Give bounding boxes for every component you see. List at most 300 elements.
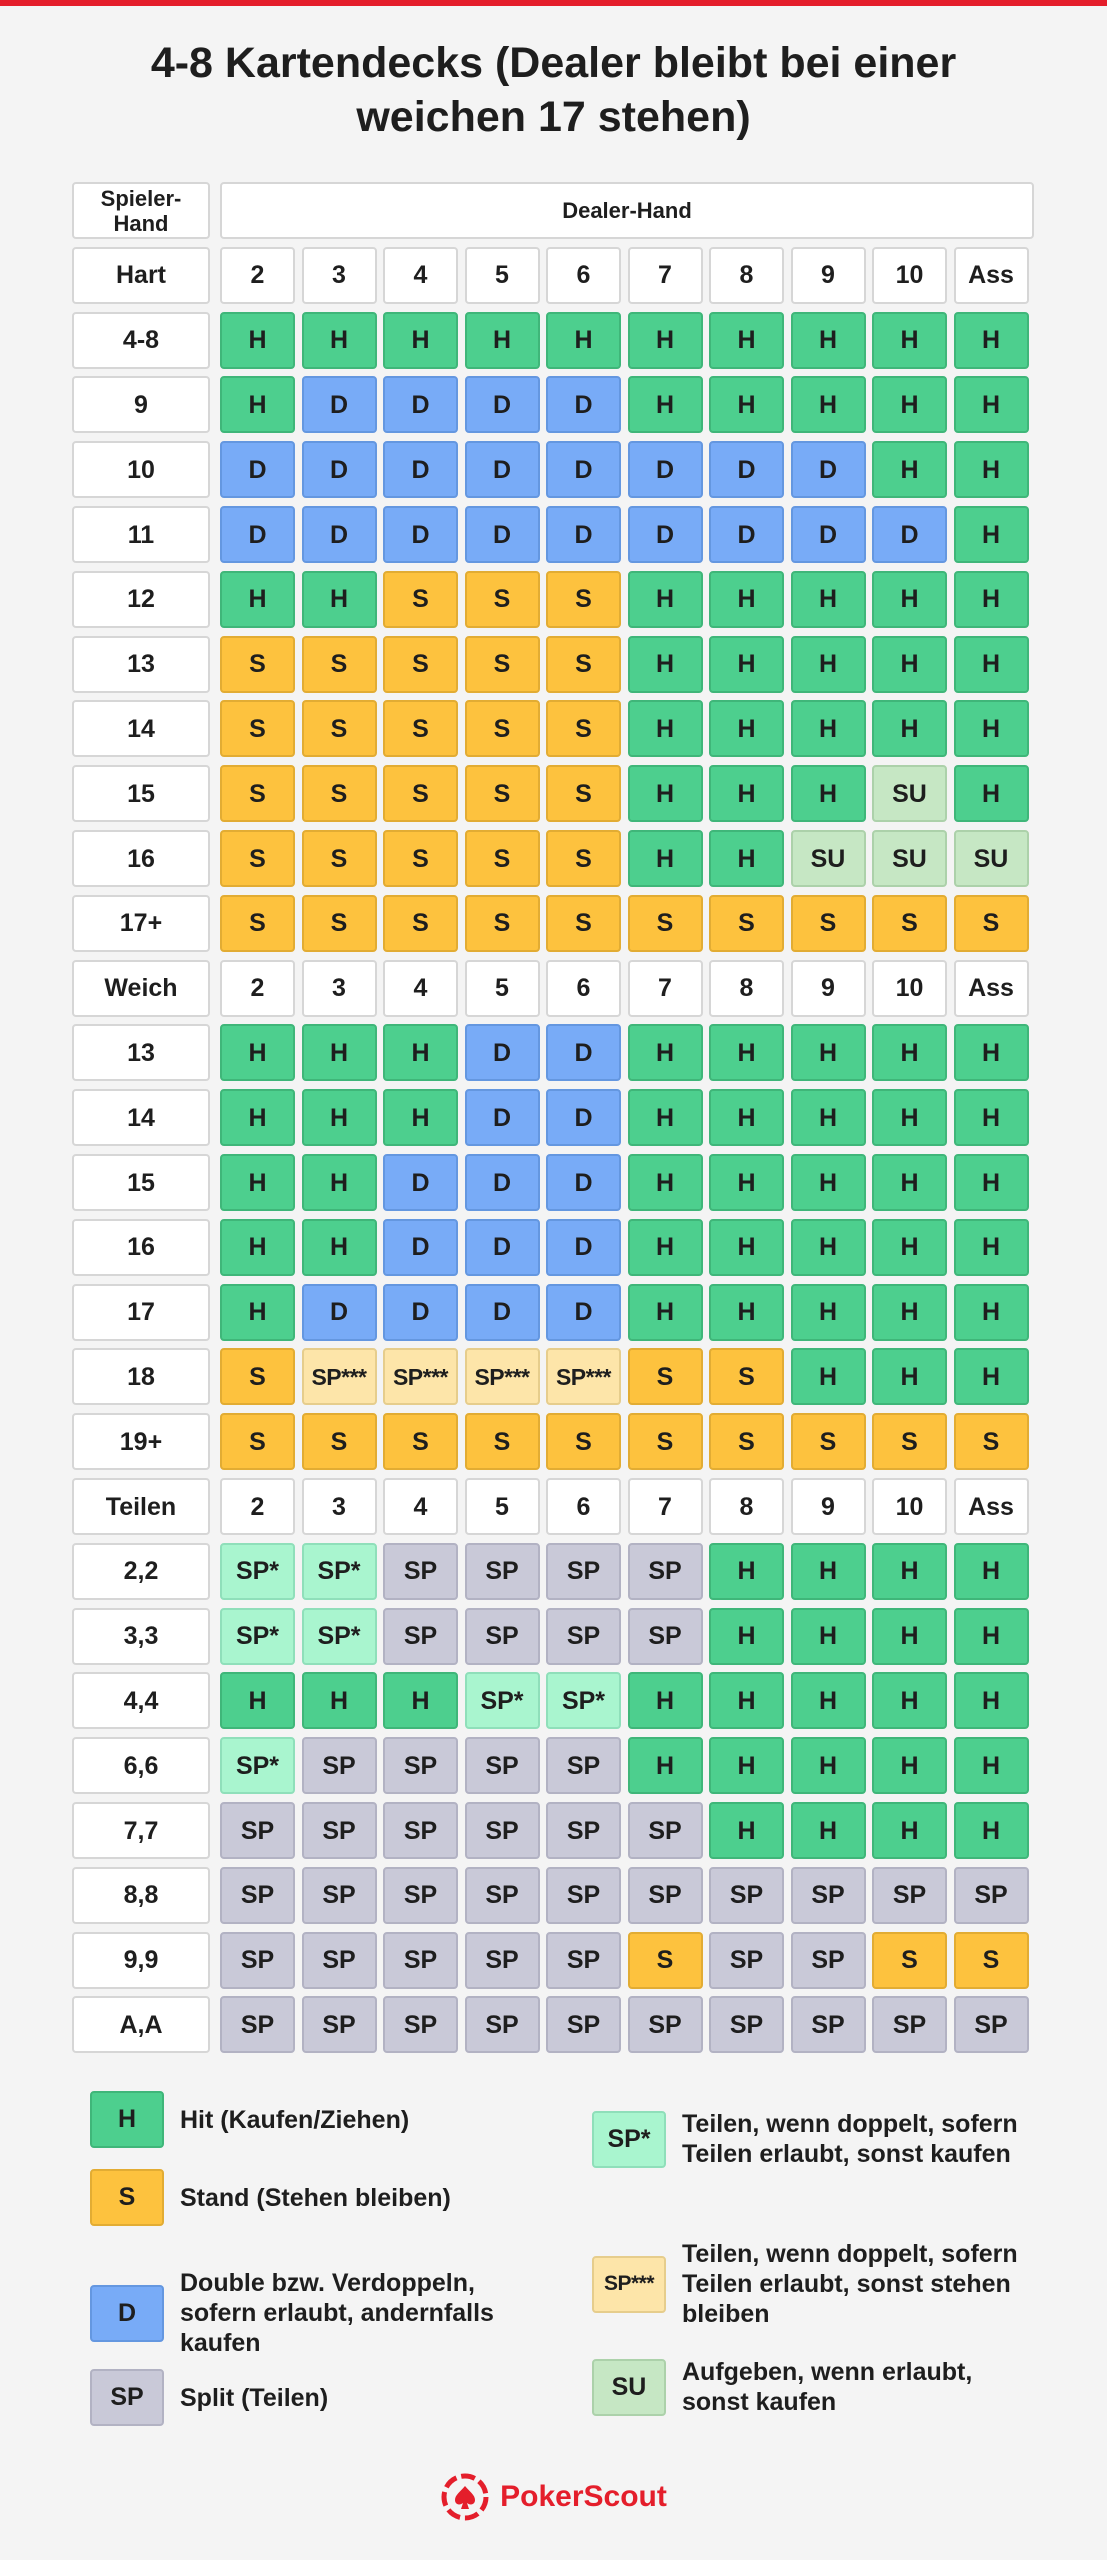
action-cell-h: H — [872, 1024, 947, 1081]
dealer-card-5: 5 — [465, 247, 540, 304]
action-cell-sp: SP — [220, 1802, 295, 1859]
action-cell-sp: SP — [872, 1867, 947, 1924]
action-cell-s: S — [954, 895, 1029, 952]
action-cell-d: D — [465, 506, 540, 563]
action-cell-sp: SP — [791, 1932, 866, 1989]
action-cell-h: H — [791, 636, 866, 693]
action-cell-s: S — [465, 571, 540, 628]
action-cell-h: H — [709, 1024, 784, 1081]
action-cell-s: S — [872, 1413, 947, 1470]
action-cell-h: H — [954, 700, 1029, 757]
action-cell-h: H — [302, 1089, 377, 1146]
action-cell-s: S — [465, 895, 540, 952]
action-cell-h: H — [954, 1802, 1029, 1859]
action-cell-h: H — [628, 1089, 703, 1146]
dealer-card-7: 7 — [628, 1478, 703, 1535]
legend-item-su — [592, 2357, 1022, 2417]
dealer-card-2: 2 — [220, 247, 295, 304]
player-hand-label: 12 — [72, 571, 210, 628]
action-cell-sp: SP — [465, 1996, 540, 2053]
action-cell-h: H — [709, 700, 784, 757]
action-cell-h: H — [954, 1737, 1029, 1794]
action-cell-h: H — [954, 1348, 1029, 1405]
action-cell-h: H — [872, 1737, 947, 1794]
player-hand-label: 9,9 — [72, 1932, 210, 1989]
action-cell-s: S — [220, 1348, 295, 1405]
action-cell-h: H — [791, 1284, 866, 1341]
action-cell-sp: SP — [546, 1737, 621, 1794]
action-cell-sp: SP — [709, 1932, 784, 1989]
action-cell-s: S — [546, 895, 621, 952]
action-cell-h: H — [709, 1737, 784, 1794]
action-cell-s: S — [546, 1413, 621, 1470]
action-cell-s: S — [709, 895, 784, 952]
action-cell-h: H — [791, 1737, 866, 1794]
action-cell-h: H — [628, 830, 703, 887]
action-cell-sp: SP — [546, 1932, 621, 1989]
section-label: Teilen — [72, 1478, 210, 1535]
action-cell-sp: SP — [220, 1867, 295, 1924]
table-row — [72, 376, 1034, 433]
dealer-card-6: 6 — [546, 1478, 621, 1535]
action-cell-h: H — [302, 312, 377, 369]
action-cell-spstarstarstar: SP*** — [302, 1348, 377, 1405]
action-cell-h: H — [872, 441, 947, 498]
action-cell-sp: SP — [465, 1932, 540, 1989]
action-cell-h: H — [954, 1024, 1029, 1081]
action-cell-h: H — [709, 1219, 784, 1276]
table-row — [72, 312, 1034, 369]
action-cell-sp: SP — [546, 1802, 621, 1859]
action-cell-s: S — [709, 1413, 784, 1470]
action-cell-sp: SP — [546, 1608, 621, 1665]
player-hand-label: 3,3 — [72, 1608, 210, 1665]
action-cell-h: H — [872, 1802, 947, 1859]
action-cell-h: H — [628, 700, 703, 757]
table-row — [72, 895, 1034, 952]
action-cell-s: S — [220, 830, 295, 887]
header-row — [72, 182, 1034, 239]
action-cell-s: S — [872, 1932, 947, 1989]
dealer-card-10: 10 — [872, 1478, 947, 1535]
action-cell-d: D — [872, 506, 947, 563]
action-cell-h: H — [302, 1154, 377, 1211]
action-cell-sp: SP — [791, 1996, 866, 2053]
action-cell-sp: SP — [628, 1608, 703, 1665]
action-cell-h: H — [954, 1608, 1029, 1665]
table-row — [72, 1219, 1034, 1276]
action-cell-s: S — [302, 1413, 377, 1470]
player-hand-label: 9 — [72, 376, 210, 433]
player-hand-label: A,A — [72, 1996, 210, 2053]
action-cell-sp: SP — [465, 1802, 540, 1859]
action-cell-d: D — [302, 506, 377, 563]
action-cell-sp: SP — [220, 1996, 295, 2053]
action-cell-sp: SP — [872, 1996, 947, 2053]
action-cell-d: D — [465, 376, 540, 433]
action-cell-s: S — [383, 765, 458, 822]
action-cell-h: H — [791, 571, 866, 628]
action-cell-sp: SP — [383, 1608, 458, 1665]
action-cell-h: H — [709, 1543, 784, 1600]
dealer-card-ass: Ass — [954, 247, 1029, 304]
action-cell-h: H — [954, 312, 1029, 369]
action-cell-d: D — [546, 441, 621, 498]
action-cell-d: D — [302, 1284, 377, 1341]
action-cell-s: S — [302, 765, 377, 822]
action-cell-h: H — [954, 636, 1029, 693]
action-cell-h: H — [872, 1608, 947, 1665]
player-hand-label: 16 — [72, 830, 210, 887]
action-cell-d: D — [546, 506, 621, 563]
action-cell-sp: SP — [628, 1867, 703, 1924]
action-cell-s: S — [383, 571, 458, 628]
dealer-card-5: 5 — [465, 1478, 540, 1535]
table-row — [72, 1284, 1034, 1341]
action-cell-s: S — [465, 636, 540, 693]
action-cell-s: S — [546, 636, 621, 693]
action-cell-sp: SP — [302, 1996, 377, 2053]
action-cell-h: H — [220, 1024, 295, 1081]
action-cell-h: H — [709, 312, 784, 369]
action-cell-h: H — [220, 1672, 295, 1729]
action-cell-s: S — [302, 636, 377, 693]
player-hand-header: Spieler- Hand — [72, 182, 210, 239]
action-cell-su: SU — [954, 830, 1029, 887]
player-hand-label: 8,8 — [72, 1867, 210, 1924]
action-cell-d: D — [546, 376, 621, 433]
action-cell-sp: SP — [465, 1543, 540, 1600]
player-hand-label: 6,6 — [72, 1737, 210, 1794]
legend-swatch: SP* — [592, 2111, 666, 2168]
legend-description: Split (Teilen) — [180, 2383, 329, 2412]
action-cell-d: D — [383, 441, 458, 498]
legend-description: Aufgeben, wenn erlaubt, sonst kaufen — [682, 2358, 973, 2416]
action-cell-h: H — [872, 312, 947, 369]
table-row — [72, 830, 1034, 887]
action-cell-h: H — [546, 312, 621, 369]
brand-logo — [0, 2472, 1107, 2522]
action-cell-h: H — [791, 1802, 866, 1859]
action-cell-h: H — [709, 765, 784, 822]
player-hand-label: 14 — [72, 700, 210, 757]
action-cell-h: H — [872, 1543, 947, 1600]
action-cell-h: H — [954, 441, 1029, 498]
action-cell-d: D — [628, 506, 703, 563]
action-cell-h: H — [383, 1672, 458, 1729]
pokerscout-chip-logo-icon — [440, 2472, 490, 2522]
table-row — [72, 636, 1034, 693]
action-cell-h: H — [709, 1284, 784, 1341]
legend-description: Teilen, wenn doppelt, sofern Teilen erlaubt, sonst stehen bleiben — [682, 2240, 1018, 2328]
action-cell-d: D — [383, 1284, 458, 1341]
action-cell-s: S — [628, 1932, 703, 1989]
action-cell-spstarstarstar: SP*** — [383, 1348, 458, 1405]
player-hand-label: 17+ — [72, 895, 210, 952]
action-cell-h: H — [872, 636, 947, 693]
action-cell-h: H — [954, 765, 1029, 822]
action-cell-sp: SP — [628, 1802, 703, 1859]
legend-swatch: SP — [90, 2369, 164, 2426]
dealer-card-4: 4 — [383, 247, 458, 304]
action-cell-h: H — [709, 1089, 784, 1146]
action-cell-h: H — [872, 700, 947, 757]
action-cell-sp: SP — [383, 1543, 458, 1600]
action-cell-sp: SP — [954, 1867, 1029, 1924]
action-cell-spstarstarstar: SP*** — [465, 1348, 540, 1405]
action-cell-h: H — [872, 1154, 947, 1211]
action-cell-s: S — [546, 700, 621, 757]
action-cell-sp: SP — [383, 1802, 458, 1859]
action-cell-spstarstarstar: SP*** — [546, 1348, 621, 1405]
dealer-card-8: 8 — [709, 1478, 784, 1535]
action-cell-d: D — [465, 1089, 540, 1146]
action-cell-s: S — [220, 636, 295, 693]
action-cell-s: S — [302, 830, 377, 887]
action-cell-sp: SP — [546, 1996, 621, 2053]
legend-item-d — [90, 2268, 530, 2358]
action-cell-h: H — [791, 376, 866, 433]
action-cell-h: H — [709, 1672, 784, 1729]
player-hand-label: 14 — [72, 1089, 210, 1146]
action-cell-sp: SP — [302, 1737, 377, 1794]
action-cell-s: S — [465, 765, 540, 822]
action-cell-h: H — [791, 312, 866, 369]
player-hand-label: 7,7 — [72, 1802, 210, 1859]
action-cell-h: H — [383, 1024, 458, 1081]
action-cell-d: D — [383, 506, 458, 563]
action-cell-s: S — [302, 700, 377, 757]
action-cell-sp: SP — [709, 1996, 784, 2053]
action-cell-sp: SP — [465, 1608, 540, 1665]
legend-description: Teilen, wenn doppelt, sofern Teilen erlaubt, sonst kaufen — [682, 2110, 1018, 2168]
dealer-card-6: 6 — [546, 247, 621, 304]
dealer-card-10: 10 — [872, 247, 947, 304]
action-cell-h: H — [220, 312, 295, 369]
table-row — [72, 571, 1034, 628]
dealer-card-8: 8 — [709, 247, 784, 304]
action-cell-s: S — [465, 700, 540, 757]
action-cell-h: H — [302, 571, 377, 628]
action-cell-d: D — [791, 506, 866, 563]
action-cell-s: S — [546, 765, 621, 822]
table-row — [72, 1089, 1034, 1146]
action-cell-d: D — [546, 1154, 621, 1211]
action-cell-h: H — [954, 376, 1029, 433]
action-cell-h: H — [791, 1672, 866, 1729]
action-cell-d: D — [546, 1089, 621, 1146]
action-cell-sp: SP — [465, 1737, 540, 1794]
action-cell-d: D — [465, 1024, 540, 1081]
action-cell-sp: SP — [302, 1867, 377, 1924]
action-cell-sp: SP — [383, 1932, 458, 1989]
player-hand-label: 18 — [72, 1348, 210, 1405]
action-cell-d: D — [709, 506, 784, 563]
action-cell-d: D — [465, 1219, 540, 1276]
action-cell-h: H — [628, 1154, 703, 1211]
page-title — [40, 36, 1067, 144]
dealer-card-8: 8 — [709, 960, 784, 1017]
action-cell-h: H — [709, 1802, 784, 1859]
action-cell-h: H — [628, 636, 703, 693]
action-cell-h: H — [628, 312, 703, 369]
title-line-1: 4-8 Kartendecks (Dealer bleibt bei einer — [150, 39, 957, 87]
action-cell-h: H — [220, 1284, 295, 1341]
dealer-card-3: 3 — [302, 1478, 377, 1535]
action-cell-sp: SP — [383, 1996, 458, 2053]
legend-item-spstarstarstar — [592, 2239, 1022, 2329]
action-cell-h: H — [383, 312, 458, 369]
action-cell-s: S — [709, 1348, 784, 1405]
table-row — [72, 1867, 1034, 1924]
action-cell-h: H — [872, 376, 947, 433]
action-cell-h: H — [791, 1543, 866, 1600]
action-cell-su: SU — [791, 830, 866, 887]
dealer-card-9: 9 — [791, 960, 866, 1017]
legend-item-s — [90, 2169, 530, 2226]
player-hand-label: 4,4 — [72, 1672, 210, 1729]
action-cell-spstar: SP* — [546, 1672, 621, 1729]
action-cell-s: S — [954, 1413, 1029, 1470]
action-cell-spstar: SP* — [465, 1672, 540, 1729]
player-hand-label: 2,2 — [72, 1543, 210, 1600]
legend-swatch: D — [90, 2285, 164, 2342]
table-row — [72, 1802, 1034, 1859]
action-cell-h: H — [791, 1154, 866, 1211]
player-hand-label: 17 — [72, 1284, 210, 1341]
dealer-card-9: 9 — [791, 1478, 866, 1535]
action-cell-d: D — [383, 1154, 458, 1211]
title-line-2: weichen 17 stehen) — [356, 93, 751, 141]
section-header-weich — [72, 960, 1034, 1017]
action-cell-s: S — [465, 1413, 540, 1470]
brand-name: PokerScout — [500, 2480, 667, 2513]
dealer-card-3: 3 — [302, 960, 377, 1017]
dealer-card-ass: Ass — [954, 1478, 1029, 1535]
action-cell-s: S — [302, 895, 377, 952]
action-cell-s: S — [628, 895, 703, 952]
action-cell-spstar: SP* — [220, 1737, 295, 1794]
action-cell-h: H — [954, 1543, 1029, 1600]
dealer-hand-header: Dealer-Hand — [220, 182, 1034, 239]
action-cell-s: S — [954, 1932, 1029, 1989]
section-label: Weich — [72, 960, 210, 1017]
top-accent-bar — [0, 0, 1107, 6]
action-cell-d: D — [465, 441, 540, 498]
dealer-card-9: 9 — [791, 247, 866, 304]
action-cell-d: D — [302, 376, 377, 433]
player-hand-label: 11 — [72, 506, 210, 563]
action-cell-s: S — [791, 895, 866, 952]
action-cell-s: S — [220, 700, 295, 757]
legend-swatch: S — [90, 2169, 164, 2226]
action-cell-spstar: SP* — [302, 1543, 377, 1600]
action-cell-sp: SP — [302, 1802, 377, 1859]
action-cell-sp: SP — [220, 1932, 295, 1989]
table-row — [72, 506, 1034, 563]
dealer-card-2: 2 — [220, 960, 295, 1017]
action-cell-s: S — [628, 1413, 703, 1470]
action-cell-h: H — [220, 1154, 295, 1211]
table-row — [72, 1608, 1034, 1665]
legend-swatch: SP*** — [592, 2256, 666, 2313]
action-cell-h: H — [628, 1219, 703, 1276]
action-cell-spstar: SP* — [302, 1608, 377, 1665]
table-row — [72, 441, 1034, 498]
dealer-card-5: 5 — [465, 960, 540, 1017]
action-cell-sp: SP — [546, 1543, 621, 1600]
action-cell-h: H — [383, 1089, 458, 1146]
action-cell-h: H — [709, 1154, 784, 1211]
action-cell-h: H — [302, 1219, 377, 1276]
legend-description: Hit (Kaufen/Ziehen) — [180, 2105, 410, 2134]
action-cell-spstar: SP* — [220, 1608, 295, 1665]
action-cell-h: H — [628, 376, 703, 433]
action-cell-sp: SP — [709, 1867, 784, 1924]
action-cell-d: D — [465, 1154, 540, 1211]
table-row — [72, 1932, 1034, 1989]
action-cell-h: H — [628, 571, 703, 628]
action-cell-d: D — [220, 506, 295, 563]
player-hand-label: 4-8 — [72, 312, 210, 369]
action-cell-s: S — [791, 1413, 866, 1470]
action-cell-su: SU — [872, 830, 947, 887]
action-cell-s: S — [872, 895, 947, 952]
action-cell-h: H — [220, 1089, 295, 1146]
action-cell-h: H — [872, 1284, 947, 1341]
action-cell-h: H — [628, 765, 703, 822]
action-cell-d: D — [383, 1219, 458, 1276]
table-row — [72, 1996, 1034, 2053]
dealer-card-4: 4 — [383, 1478, 458, 1535]
action-cell-d: D — [465, 1284, 540, 1341]
action-cell-s: S — [220, 895, 295, 952]
table-row — [72, 700, 1034, 757]
action-cell-h: H — [791, 1219, 866, 1276]
action-cell-spstar: SP* — [220, 1543, 295, 1600]
action-cell-h: H — [791, 765, 866, 822]
action-cell-d: D — [546, 1284, 621, 1341]
action-cell-h: H — [791, 1024, 866, 1081]
action-cell-s: S — [220, 1413, 295, 1470]
legend-swatch: SU — [592, 2359, 666, 2416]
action-cell-sp: SP — [791, 1867, 866, 1924]
legend-description: Double bzw. Verdoppeln, sofern erlaubt, andernfalls kaufen — [180, 2269, 494, 2357]
action-cell-s: S — [383, 830, 458, 887]
action-cell-h: H — [954, 506, 1029, 563]
action-cell-s: S — [383, 895, 458, 952]
legend-item-h — [90, 2091, 530, 2148]
action-cell-h: H — [791, 1348, 866, 1405]
dealer-card-10: 10 — [872, 960, 947, 1017]
action-cell-sp: SP — [628, 1996, 703, 2053]
action-cell-h: H — [954, 1089, 1029, 1146]
action-cell-sp: SP — [383, 1737, 458, 1794]
action-cell-h: H — [709, 571, 784, 628]
action-cell-h: H — [954, 1219, 1029, 1276]
action-cell-h: H — [954, 571, 1029, 628]
player-hand-label: 15 — [72, 1154, 210, 1211]
action-cell-d: D — [546, 1219, 621, 1276]
action-cell-h: H — [220, 1219, 295, 1276]
dealer-card-7: 7 — [628, 960, 703, 1017]
player-hand-label: 19+ — [72, 1413, 210, 1470]
action-cell-h: H — [791, 700, 866, 757]
action-cell-d: D — [791, 441, 866, 498]
dealer-card-2: 2 — [220, 1478, 295, 1535]
player-hand-label: 15 — [72, 765, 210, 822]
dealer-card-6: 6 — [546, 960, 621, 1017]
